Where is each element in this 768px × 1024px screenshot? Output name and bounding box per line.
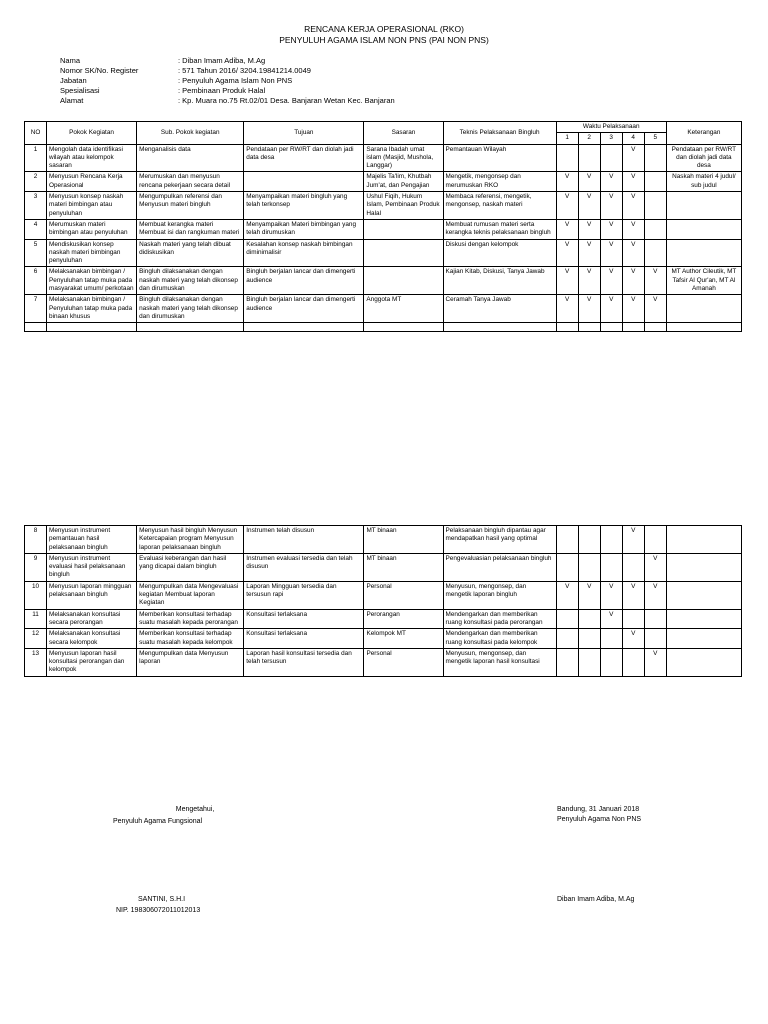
cell-week-mark: V [556, 581, 578, 609]
cell-keterangan [666, 648, 741, 676]
cell-sasaran: Ushul Fiqih, Hukum Islam, Pembinaan Produk Halal [364, 192, 443, 220]
cell-week-mark: V [600, 267, 622, 295]
col-header-sasaran: Sasaran [364, 122, 443, 145]
cell-sasaran: MT binaan [364, 526, 443, 554]
cell-keterangan [666, 581, 741, 609]
cell-week-mark: V [622, 144, 644, 172]
cell-week-mark: V [556, 295, 578, 323]
signature-right-date: Bandung, 31 Januari 2018 [557, 806, 640, 813]
col-header-week: 2 [578, 133, 600, 144]
table-header-row [25, 122, 742, 133]
identity-value: : Pembinaan Produk Halal [178, 86, 266, 95]
cell-pokok-kegiatan: Merumuskan materi bimbingan atau penyuluhan [47, 219, 137, 239]
cell-keterangan [666, 192, 741, 220]
cell-pokok-kegiatan: Melaksanakan konsultasi secara perorangan [47, 609, 137, 629]
cell-teknis: Membaca referensi, mengetik, mengonsep, naskah materi [443, 192, 556, 220]
cell-empty [25, 323, 47, 332]
cell-week-mark: V [556, 219, 578, 239]
cell-week-mark: V [578, 267, 600, 295]
cell-empty [47, 323, 137, 332]
signature-left-role [113, 817, 202, 827]
cell-week-mark: V [578, 172, 600, 192]
cell-keterangan [666, 609, 741, 629]
identity-label: Nomor SK/No. Register [60, 66, 139, 75]
signature-right-name-block [557, 895, 634, 905]
cell-week-mark: V [622, 629, 644, 649]
cell-week-mark: V [600, 295, 622, 323]
cell-week-mark: V [644, 267, 666, 295]
col-header-week: 5 [644, 133, 666, 144]
cell-week-mark: V [622, 219, 644, 239]
cell-teknis: Menyusun, mengonsep, dan mengetik laporan bingluh [443, 581, 556, 609]
cell-week-mark: V [578, 192, 600, 220]
cell-week-mark [578, 144, 600, 172]
cell-week-mark [644, 239, 666, 267]
cell-teknis: Mengetik, mengonsep dan merumuskan RKO [443, 172, 556, 192]
identity-value: : 571 Tahun 2016/ 3204.19841214.0049 [178, 66, 311, 75]
cell-keterangan [666, 629, 741, 649]
identity-row [60, 56, 395, 66]
identity-value: : Kp. Muara no.75 Rt.02/01 Desa. Banjaran Wetan Kec. Banjaran [178, 96, 395, 105]
cell-sasaran [364, 267, 443, 295]
cell-week-mark: V [556, 239, 578, 267]
rko-table-page2 [24, 525, 742, 677]
col-header-keterangan: Keterangan [666, 122, 741, 145]
cell-no: 1 [25, 144, 47, 172]
cell-no: 6 [25, 267, 47, 295]
cell-week-mark: V [622, 581, 644, 609]
cell-sub-pokok: Merumuskan dan menyusun rencana pekerjaan secara detail [137, 172, 244, 192]
cell-tujuan: Laporan hasil konsultasi tersedia dan telah tersusun [244, 648, 364, 676]
cell-week-mark [556, 553, 578, 581]
cell-week-mark: V [644, 295, 666, 323]
cell-empty [364, 323, 443, 332]
cell-sub-pokok: Membuat kerangka materi Membuat isi dan rangkuman materi [137, 219, 244, 239]
cell-sub-pokok: Menganalisis data [137, 144, 244, 172]
cell-week-mark: V [644, 648, 666, 676]
cell-week-mark: V [578, 295, 600, 323]
cell-sasaran: Kelompok MT [364, 629, 443, 649]
cell-sub-pokok: Naskah materi yang telah dibuat didiskusikan [137, 239, 244, 267]
cell-tujuan: Menyampaikan materi bingluh yang telah terkonsep [244, 192, 364, 220]
col-header-tujuan: Tujuan [244, 122, 364, 145]
cell-week-mark: V [556, 172, 578, 192]
cell-week-mark [622, 648, 644, 676]
cell-keterangan [666, 526, 741, 554]
table-body-page2 [25, 526, 742, 677]
cell-teknis: Ceramah Tanya Jawab [443, 295, 556, 323]
table-row [25, 526, 742, 554]
cell-week-mark [578, 526, 600, 554]
cell-week-mark [556, 144, 578, 172]
cell-teknis: Mendengarkan dan memberikan ruang konsultasi pada perorangan [443, 609, 556, 629]
cell-week-mark [600, 553, 622, 581]
cell-week-mark: V [622, 526, 644, 554]
signature-left-name-block [138, 895, 185, 905]
col-header-week: 4 [622, 133, 644, 144]
cell-week-mark [556, 629, 578, 649]
cell-no: 9 [25, 553, 47, 581]
col-header-pokok: Pokok Kegiatan [47, 122, 137, 145]
cell-teknis: Pengevaluasian pelaksanaan bingluh [443, 553, 556, 581]
cell-teknis: Pemantauan Wilayah [443, 144, 556, 172]
cell-tujuan: Pendataan per RW/RT dan diolah jadi data desa [244, 144, 364, 172]
col-header-week: 3 [600, 133, 622, 144]
cell-teknis: Mendengarkan dan memberikan ruang konsultasi pada kelompok [443, 629, 556, 649]
col-header-no: NO [25, 122, 47, 145]
identity-block [60, 56, 395, 106]
cell-week-mark [644, 526, 666, 554]
cell-pokok-kegiatan: Mendiskusikan konsep naskah materi bimbingan penyuluhan [47, 239, 137, 267]
cell-week-mark: V [600, 609, 622, 629]
cell-week-mark: V [600, 581, 622, 609]
cell-week-mark: V [622, 267, 644, 295]
signature-right-position: Penyuluh Agama Non PNS [557, 816, 642, 823]
table-row [25, 295, 742, 323]
cell-sasaran: MT binaan [364, 553, 443, 581]
cell-week-mark [556, 648, 578, 676]
cell-no: 7 [25, 295, 47, 323]
cell-week-mark [600, 648, 622, 676]
table-row [25, 609, 742, 629]
cell-week-mark: V [556, 192, 578, 220]
cell-week-mark: V [622, 295, 644, 323]
cell-empty [578, 323, 600, 332]
cell-week-mark: V [578, 239, 600, 267]
signature-left-top [140, 805, 250, 815]
cell-week-mark [622, 609, 644, 629]
cell-week-mark [578, 609, 600, 629]
cell-week-mark: V [600, 239, 622, 267]
cell-empty [622, 323, 644, 332]
cell-tujuan: Instrumen telah disusun [244, 526, 364, 554]
table-row [25, 553, 742, 581]
cell-sub-pokok: Menyusun hasil bingluh Menyusun Ketercapaian program Menyusun laporan pelaksanaan bingluh [137, 526, 244, 554]
cell-no: 2 [25, 172, 47, 192]
cell-tujuan: Konsultasi terlaksana [244, 609, 364, 629]
cell-empty [600, 323, 622, 332]
cell-week-mark: V [644, 581, 666, 609]
signature-left-name: SANTINI, S.H.I [138, 896, 186, 903]
cell-sub-pokok: Memberikan konsultasi terhadap suatu masalah kepada kelompok [137, 629, 244, 649]
cell-week-mark [600, 526, 622, 554]
cell-tujuan: Menyampaikan Materi bimbingan yang telah dirumuskan [244, 219, 364, 239]
cell-pokok-kegiatan: Melaksanakan bimbingan / Penyuluhan tatap muka pada masyarakat umum/ perkotaan [47, 267, 137, 295]
cell-pokok-kegiatan: Melaksanakan konsultasi secara kelompok [47, 629, 137, 649]
cell-week-mark: V [622, 239, 644, 267]
cell-teknis: Membuat rumusan materi serta kerangka teknis pelaksanaan bingluh [443, 219, 556, 239]
cell-sub-pokok: Memberikan konsultasi terhadap suatu masalah kepada perorangan [137, 609, 244, 629]
cell-pokok-kegiatan: Melaksanakan bimbingan / Penyuluhan tatap muka pada binaan khusus [47, 295, 137, 323]
table-row [25, 239, 742, 267]
cell-week-mark [644, 192, 666, 220]
cell-tujuan: Bingluh berjalan lancar dan dimengerti audience [244, 295, 364, 323]
cell-week-mark: V [600, 219, 622, 239]
cell-teknis: Diskusi dengan kelompok [443, 239, 556, 267]
cell-week-mark [600, 144, 622, 172]
cell-sasaran: Perorangan [364, 609, 443, 629]
cell-keterangan: Pendataan per RW/RT dan diolah jadi data desa [666, 144, 741, 172]
cell-sub-pokok: Mengumpulkan referensi dan Menyusun materi bingluh [137, 192, 244, 220]
table-row [25, 172, 742, 192]
signature-left-nip: NIP. 198306072011012013 [116, 907, 201, 914]
identity-label: Spesialisasi [60, 86, 100, 95]
cell-keterangan: Naskah materi 4 judul/ sub judul [666, 172, 741, 192]
cell-keterangan [666, 219, 741, 239]
table-row [25, 629, 742, 649]
col-header-waktu: Waktu Pelaksanaan [556, 122, 666, 133]
cell-week-mark: V [622, 172, 644, 192]
cell-week-mark [644, 144, 666, 172]
identity-label: Alamat [60, 96, 84, 105]
identity-row [60, 66, 395, 76]
cell-tujuan: Laporan Mingguan tersedia dan tersusun rapi [244, 581, 364, 609]
cell-no: 13 [25, 648, 47, 676]
table-row [25, 219, 742, 239]
signature-right-name: Diban Imam Adiba, M.Ag [557, 896, 635, 903]
cell-empty [644, 323, 666, 332]
cell-teknis: Kajian Kitab, Diskusi, Tanya Jawab [443, 267, 556, 295]
cell-week-mark: V [644, 553, 666, 581]
cell-empty [137, 323, 244, 332]
cell-sasaran [364, 219, 443, 239]
cell-sasaran: Personal [364, 581, 443, 609]
cell-week-mark: V [600, 192, 622, 220]
cell-no: 12 [25, 629, 47, 649]
signature-right-top [557, 805, 641, 825]
cell-week-mark: V [578, 219, 600, 239]
identity-label: Nama [60, 56, 81, 65]
identity-row [60, 76, 395, 86]
cell-week-mark [644, 172, 666, 192]
cell-empty [443, 323, 556, 332]
cell-week-mark [578, 553, 600, 581]
document-title: RENCANA KERJA OPERASIONAL (RKO) [304, 24, 464, 34]
cell-week-mark [644, 219, 666, 239]
cell-tujuan [244, 172, 364, 192]
cell-tujuan: Kesalahan konsep naskah bimbingan diminimalisir [244, 239, 364, 267]
rko-table-page1 [24, 121, 742, 332]
cell-sasaran [364, 239, 443, 267]
cell-pokok-kegiatan: Menyusun konsep naskah materi bimbingan atau penyuluhan [47, 192, 137, 220]
cell-pokok-kegiatan: Mengolah data identifikasi wilayah atau kelompok sasaran [47, 144, 137, 172]
cell-week-mark [578, 648, 600, 676]
cell-pokok-kegiatan: Menyusun laporan hasil konsultasi perorangan dan kelompok [47, 648, 137, 676]
cell-week-mark [600, 629, 622, 649]
cell-teknis: Menyusun, mengonsep, dan mengetik laporan hasil konsultasi [443, 648, 556, 676]
cell-keterangan [666, 239, 741, 267]
cell-tujuan: Instrumen evaluasi tersedia dan telah disusun [244, 553, 364, 581]
cell-sub-pokok: Bingluh dilaksanakan dengan naskah materi yang telah dikonsep dan dirumuskan [137, 267, 244, 295]
cell-week-mark [578, 629, 600, 649]
cell-sasaran: Anggota MT [364, 295, 443, 323]
cell-no: 11 [25, 609, 47, 629]
cell-week-mark [556, 526, 578, 554]
cell-no: 4 [25, 219, 47, 239]
cell-pokok-kegiatan: Menyusun instrument evaluasi hasil pelaksanaan bingluh [47, 553, 137, 581]
cell-sub-pokok: Mengumpulkan data Mengevaluasi kegiatan Membuat laporan Kegiatan [137, 581, 244, 609]
cell-week-mark: V [556, 267, 578, 295]
identity-value: : Penyuluh Agama Islam Non PNS [178, 76, 293, 85]
cell-no: 10 [25, 581, 47, 609]
cell-teknis: Pelaksanaan bingluh dipantau agar mendapatkan hasil yang optimal [443, 526, 556, 554]
cell-keterangan [666, 295, 741, 323]
col-header-sub: Sub. Pokok kegiatan [137, 122, 244, 145]
identity-row [60, 96, 395, 106]
cell-week-mark [556, 609, 578, 629]
cell-no: 8 [25, 526, 47, 554]
cell-no: 5 [25, 239, 47, 267]
cell-sasaran: Majelis Ta'lim, Khutbah Jum'at, dan Pengajian [364, 172, 443, 192]
signature-left-greeting: Mengetahui, [175, 806, 215, 813]
col-header-teknis: Teknis Pelaksanaan Bingluh [443, 122, 556, 145]
cell-pokok-kegiatan: Menyusun instrument pemantauan hasil pelaksanaan bingluh [47, 526, 137, 554]
signature-left-position: Penyuluh Agama Fungsional [113, 818, 203, 825]
table-body-page1 [25, 144, 742, 332]
table-row-empty [25, 323, 742, 332]
cell-sub-pokok: Mengumpulkan data Menyusun laporan [137, 648, 244, 676]
cell-sasaran: Sarana Ibadah umat islam (Masjid, Mushola, Langgar) [364, 144, 443, 172]
cell-sub-pokok: Evaluasi keberangan dan hasil yang dicapai dalam bingluh [137, 553, 244, 581]
cell-pokok-kegiatan: Menyusun laporan mingguan pelaksanaan bingluh [47, 581, 137, 609]
cell-week-mark [644, 609, 666, 629]
table-row [25, 144, 742, 172]
cell-keterangan [666, 553, 741, 581]
cell-pokok-kegiatan: Menyusun Rencana Kerja Operasional [47, 172, 137, 192]
identity-value: : Diban Imam Adiba, M.Ag [178, 56, 266, 65]
signature-left-nip-block [116, 906, 200, 916]
table-row [25, 267, 742, 295]
cell-tujuan: Konsultasi terlaksana [244, 629, 364, 649]
cell-week-mark: V [622, 192, 644, 220]
document-subtitle: PENYULUH AGAMA ISLAM NON PNS (PAI NON PNS) [279, 35, 489, 45]
cell-sasaran: Personal [364, 648, 443, 676]
cell-week-mark [644, 629, 666, 649]
table-row [25, 648, 742, 676]
col-header-week: 1 [556, 133, 578, 144]
table-row [25, 581, 742, 609]
table-row [25, 192, 742, 220]
cell-empty [666, 323, 741, 332]
cell-week-mark: V [578, 581, 600, 609]
cell-keterangan: MT Author Cileutik, MT Tafsir Al Qur'an, MT Al Amanah [666, 267, 741, 295]
cell-tujuan: Bingluh berjalan lancar dan dimengerti audience [244, 267, 364, 295]
cell-week-mark: V [600, 172, 622, 192]
cell-empty [244, 323, 364, 332]
cell-week-mark [622, 553, 644, 581]
identity-label: Jabatan [60, 76, 87, 85]
cell-empty [556, 323, 578, 332]
cell-no: 3 [25, 192, 47, 220]
cell-sub-pokok: Bingluh dilaksanakan dengan naskah materi yang telah dikonsep dan dirumuskan [137, 295, 244, 323]
identity-row [60, 86, 395, 96]
document-title-block [0, 24, 768, 46]
